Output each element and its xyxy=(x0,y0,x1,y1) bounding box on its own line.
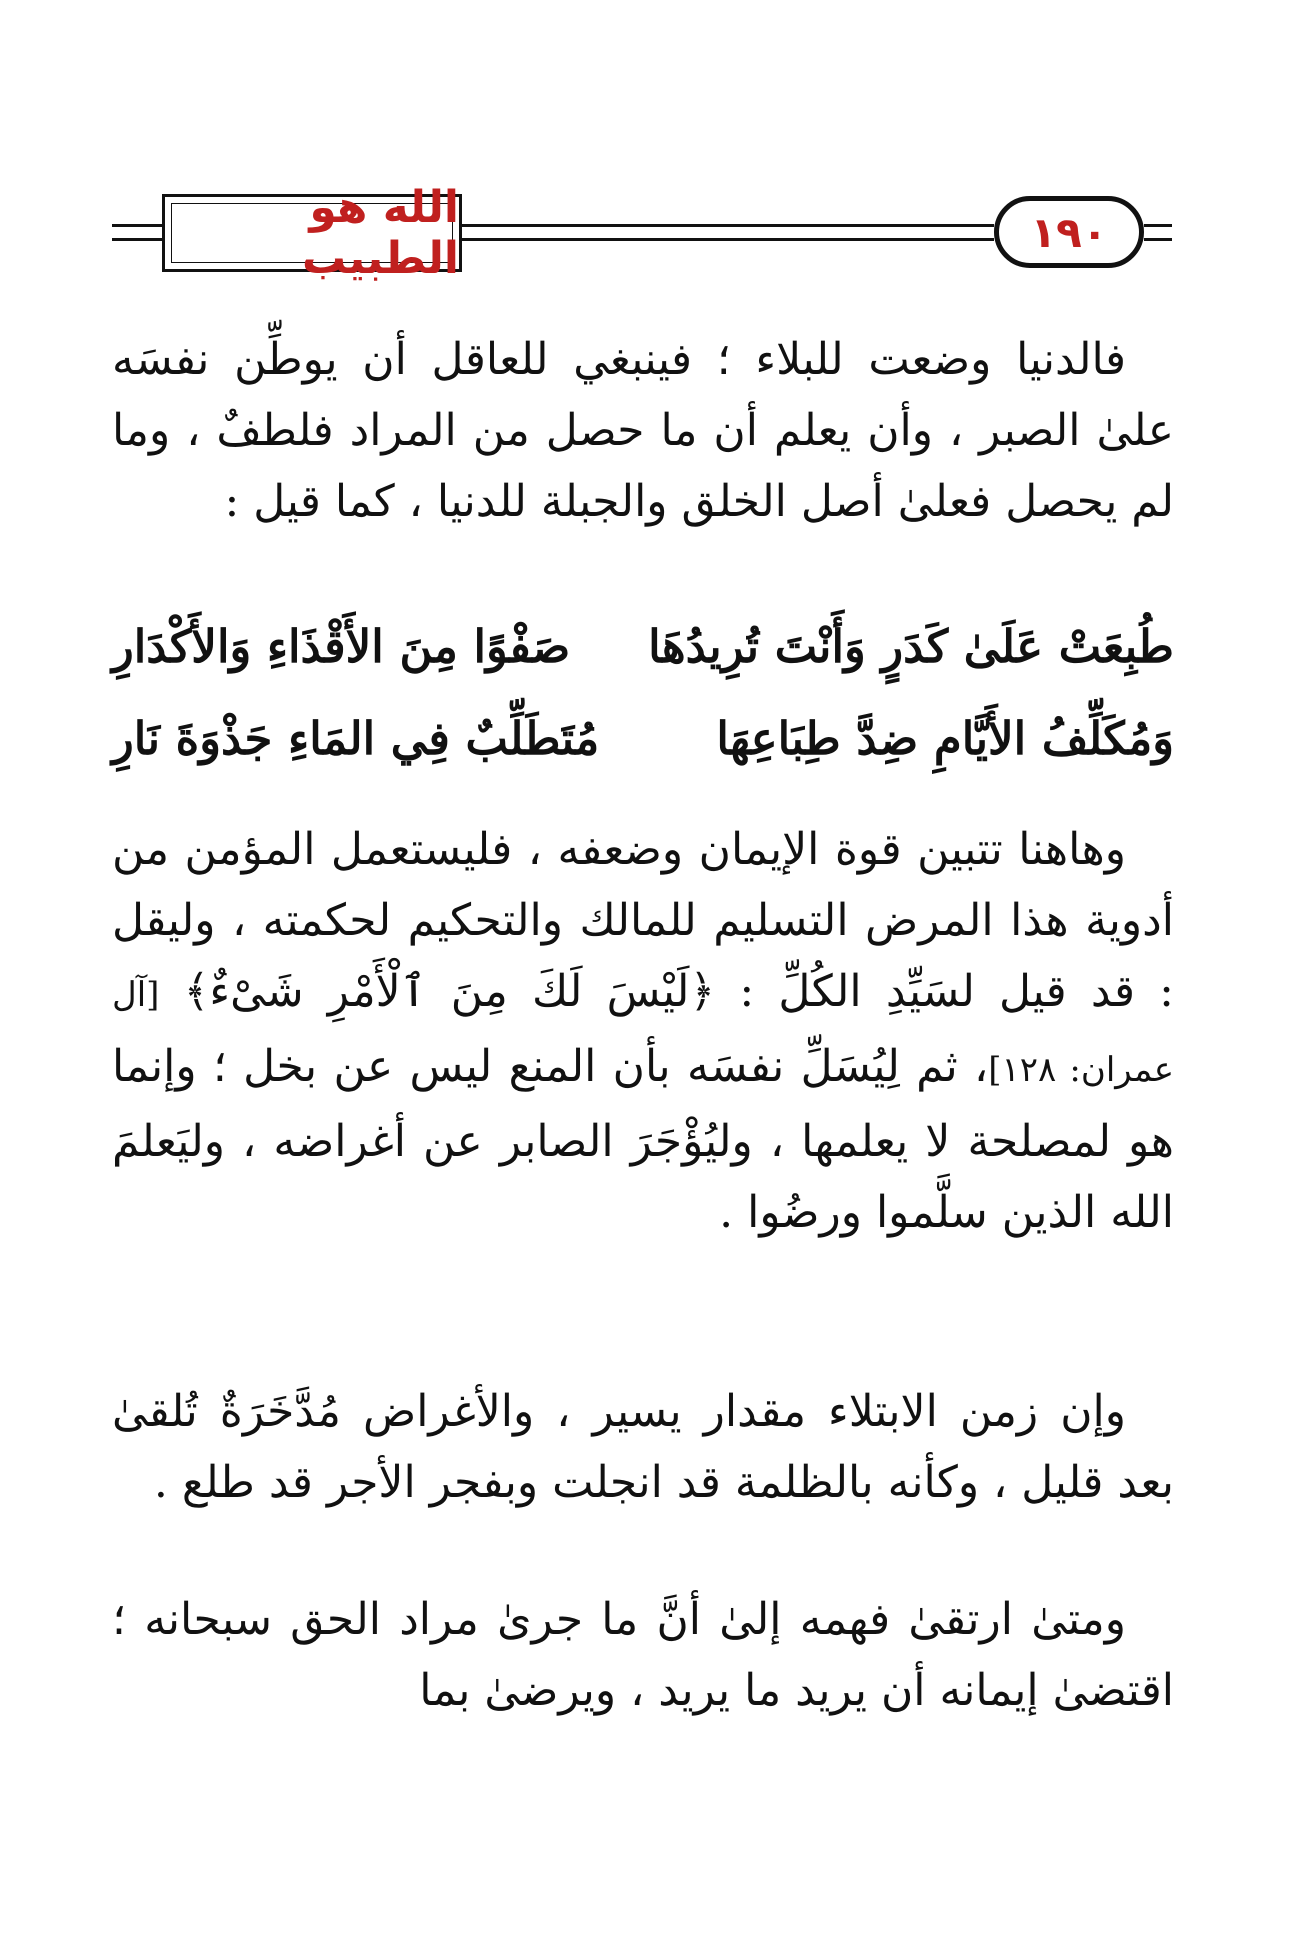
book-title: الله هو الطبيب xyxy=(302,182,459,284)
paragraph-2-text-b: ، ثم لِيُسَلِّ نفسَه بأن المنع ليس عن بخل ؛ وإنما هو لمصلحة لا يعلمها ، وليُؤْجَرَ الصابر عن أغراضه ، وليَعلمَ الله الذين سلَّموا ورضُوا . xyxy=(112,1041,1174,1238)
poem-verse-2-second-hemistich: مُتَطَلِّبٌ فِي المَاءِ جَذْوَةَ نَارِ xyxy=(112,711,600,765)
poem-verse-2-first-hemistich: وَمُكَلِّفُ الأَيَّامِ ضِدَّ طِبَاعِهَا xyxy=(716,711,1174,765)
paragraph-4: ومتىٰ ارتقىٰ فهمه إلىٰ أنَّ ما جرىٰ مراد الحق سبحانه ؛ اقتضىٰ إيمانه أن يريد ما يريد ، ويرضىٰ بما xyxy=(112,1594,1174,1716)
paragraph-3: وإن زمن الابتلاء مقدار يسير ، والأغراض مُدَّخَرَةٌ تُلقىٰ بعد قليل ، وكأنه بالظلمة قد انجلت وبفجر الأجر قد طلع . xyxy=(112,1386,1174,1508)
page-header xyxy=(112,182,1172,284)
quran-reference: [آل عمران: ١٢٨] xyxy=(112,975,1174,1090)
paragraph-1: فالدنيا وضعت للبلاء ؛ فينبغي للعاقل أن يوطِّن نفسَه علىٰ الصبر ، وأن يعلم أن ما حصل من المراد فلطفٌ ، وما لم يحصل فعلىٰ أصل الخلق والجبلة للدنيا ، كما قيل : xyxy=(112,334,1174,527)
paragraph-2 xyxy=(112,814,1174,1248)
book-title-box xyxy=(162,182,462,284)
header-rule-middle-bottom xyxy=(462,238,994,241)
poem-verse-1-first-hemistich: طُبِعَتْ عَلَىٰ كَدَرٍ وَأَنْتَ تُرِيدُهَا xyxy=(648,619,1174,673)
header-rule-left-bottom xyxy=(112,238,162,241)
paragraph-2-text-a: وهاهنا تتبين قوة الإيمان وضعفه ، فليستعمل المؤمن من أدوية هذا المرض التسليم للمالك والتحكيم لحكمته ، وليقل : قد قيل لسَيِّدِ الكُلِّ : xyxy=(112,824,1174,1017)
quran-verse: ﴿لَيْسَ لَكَ مِنَ ٱلْأَمْرِ شَىْءٌ﴾ xyxy=(183,966,716,1017)
header-rule-middle-top xyxy=(462,224,994,227)
header-rule-right-bottom xyxy=(1144,238,1172,241)
header-rule-right-top xyxy=(1144,224,1172,227)
header-rule-left-top xyxy=(112,224,162,227)
poem-verse-1-second-hemistich: صَفْوًا مِنَ الأَقْذَاءِ وَالأَكْدَارِ xyxy=(112,619,571,673)
poem-verse-2 xyxy=(112,692,1174,784)
poem-verse-1 xyxy=(112,600,1174,692)
poem xyxy=(112,600,1174,784)
page-number: ١٩٠ xyxy=(994,196,1144,268)
